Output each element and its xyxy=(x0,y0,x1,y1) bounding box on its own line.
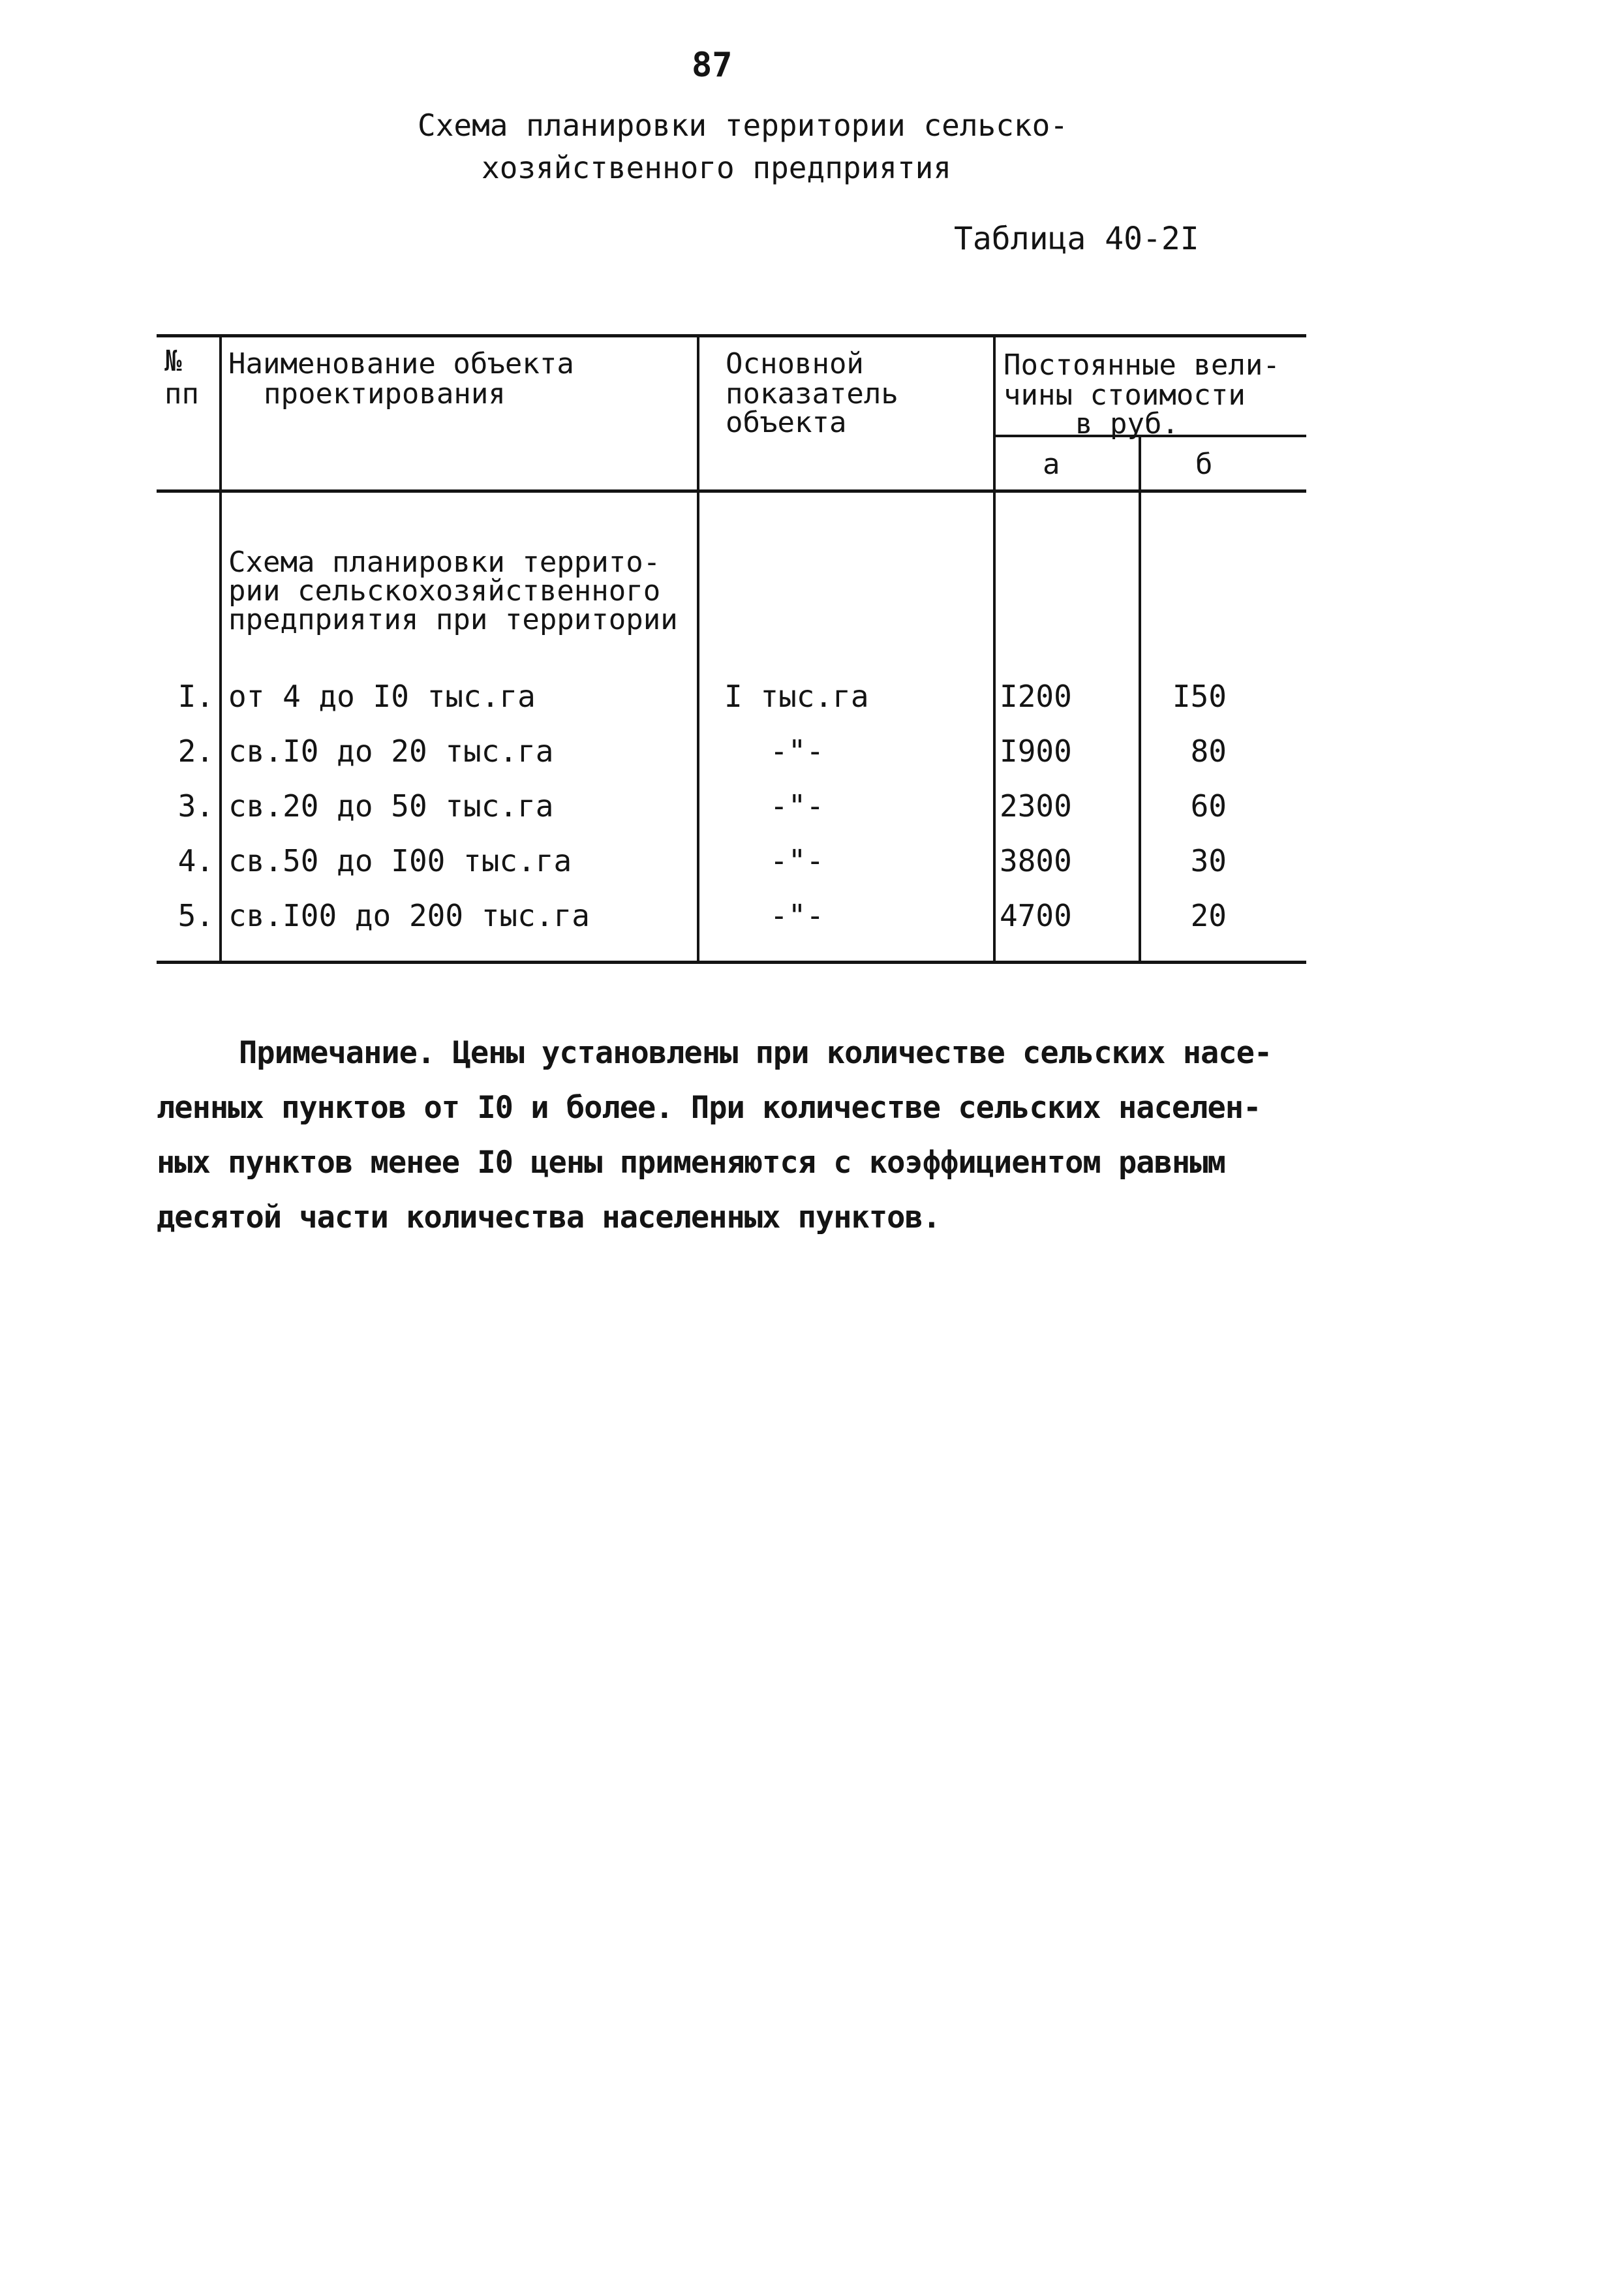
row-value-a: I200 xyxy=(1000,679,1072,714)
note-line-2: ленных пунктов от I0 и более. При количестве сельских населен- xyxy=(157,1090,1261,1126)
col-divider-num xyxy=(219,334,222,963)
group-title-line-2: рии сельскохозяйственного xyxy=(228,574,661,608)
col-divider-indicator xyxy=(993,334,996,963)
row-indicator: -"- xyxy=(770,898,825,933)
row-value-b: 60 xyxy=(1190,788,1227,824)
row-number: 5. xyxy=(177,898,214,933)
table-label: Таблица 40-2I xyxy=(954,221,1199,257)
row-indicator: -"- xyxy=(770,843,825,878)
group-title-line-3: предприятия при территории xyxy=(228,603,678,636)
header-indicator-line-1: Основной xyxy=(726,347,864,380)
page-title-line-2: хозяйственного предприятия xyxy=(482,150,952,185)
header-name-line-2: проектирования xyxy=(264,377,506,410)
page-title-line-1: Схема планировки территории сельско- xyxy=(418,108,1068,143)
row-number: I. xyxy=(177,679,214,714)
row-name: св.I0 до 20 тыс.га xyxy=(228,734,554,769)
header-bottom-rule xyxy=(157,489,1306,493)
header-num-line-1: № xyxy=(164,345,182,378)
row-value-a: I900 xyxy=(1000,734,1072,769)
header-const-line-3: в руб. xyxy=(1075,407,1179,441)
row-value-b: 30 xyxy=(1190,843,1227,878)
group-title-line-1: Схема планировки террито- xyxy=(228,546,661,579)
table-bottom-rule xyxy=(157,961,1306,964)
header-num-line-2: пп xyxy=(164,377,199,410)
row-value-a: 4700 xyxy=(1000,898,1072,933)
note-line-4: десятой части количества населенных пунктов. xyxy=(157,1200,941,1235)
row-indicator: -"- xyxy=(770,734,825,769)
row-name: св.I00 до 200 тыс.га xyxy=(228,898,590,933)
row-number: 2. xyxy=(177,734,214,769)
header-col-b: б xyxy=(1195,448,1213,481)
header-name-line-1: Наименование объекта xyxy=(228,347,574,380)
row-number: 4. xyxy=(177,843,214,878)
row-indicator: -"- xyxy=(770,788,825,824)
row-name: св.20 до 50 тыс.га xyxy=(228,788,554,824)
header-const-line-2: чины стоимости xyxy=(1004,379,1246,412)
note-line-3: ных пунктов менее I0 цены применяются с коэффициентом равным xyxy=(157,1145,1225,1181)
row-value-a: 3800 xyxy=(1000,843,1072,878)
header-col-a: а xyxy=(1043,448,1060,481)
row-number: 3. xyxy=(177,788,214,824)
col-divider-a xyxy=(1139,436,1141,963)
row-value-a: 2300 xyxy=(1000,788,1072,824)
header-const-line-1: Постоянные вели- xyxy=(1004,348,1280,382)
page-number: 87 xyxy=(692,46,733,85)
note-line-1: Примечание. Цены установлены при количестве сельских насе- xyxy=(239,1035,1272,1071)
row-indicator: I тыс.га xyxy=(724,679,869,714)
col-divider-name xyxy=(697,334,699,963)
header-indicator-line-2: показатель xyxy=(726,377,898,410)
row-value-b: 20 xyxy=(1190,898,1227,933)
row-name: от 4 до I0 тыс.га xyxy=(228,679,536,714)
row-value-b: 80 xyxy=(1190,734,1227,769)
row-value-b: I50 xyxy=(1172,679,1227,714)
table-top-rule xyxy=(157,334,1306,337)
header-indicator-line-3: объекта xyxy=(726,406,847,439)
row-name: св.50 до I00 тыс.га xyxy=(228,843,572,878)
